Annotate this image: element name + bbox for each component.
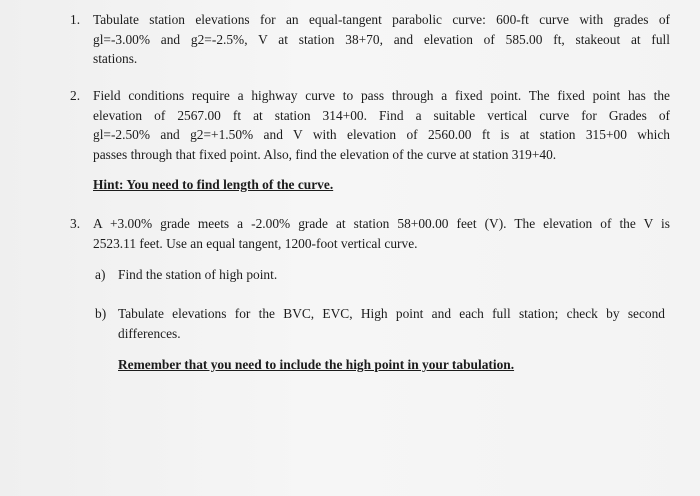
part-b-label: b): [95, 306, 107, 321]
part-b-line-1: Tabulate elevations for the BVC, EVC, High point and each full station; check by second: [118, 306, 665, 321]
problem-3-part-a: [95, 265, 665, 285]
problem-2: [70, 86, 670, 164]
problem-2-line-3: gl=-2.50% and g2=+1.50% and V with elevation of 2560.00 ft is at station 315+00 which: [93, 127, 670, 142]
problem-2-line-4: passes through that fixed point. Also, find the elevation of the curve at station 319+40.: [93, 146, 557, 162]
problem-3-line-1: A +3.00% grade meets a -2.00% grade at station 58+00.00 feet (V). The elevation of the V is: [93, 216, 670, 231]
problem-3-part-b: [95, 304, 665, 343]
problem-2-line-2: elevation of 2567.00 ft at station 314+00. Find a suitable vertical curve for Grades of: [93, 107, 670, 123]
problem-1-line-3: stations.: [93, 51, 138, 66]
problem-3: [70, 214, 670, 253]
problem-1-number: 1.: [70, 12, 81, 27]
problem-1-line-1: Tabulate station elevations for an equal-tangent parabolic curve: 600-ft curve with grades of: [93, 12, 670, 27]
problem-2-number: 2.: [70, 88, 81, 103]
problem-2-hint: Hint: You need to find length of the curve.: [93, 177, 334, 192]
part-a-label: a): [95, 267, 106, 282]
part-a-line-1: Find the station of high point.: [118, 267, 278, 282]
problem-3-reminder: Remember that you need to include the high point in your tabulation.: [118, 357, 515, 372]
problem-1-line-2: gl=-3.00% and g2=-2.5%, V at station 38+70, and elevation of 585.00 ft, stakeout at full: [93, 31, 670, 47]
problem-3-line-2: 2523.11 feet. Use an equal tangent, 1200-foot vertical curve.: [93, 235, 418, 251]
problem-3-number: 3.: [70, 216, 81, 231]
part-b-line-2: differences.: [118, 325, 181, 341]
problem-2-line-1: Field conditions require a highway curve to pass through a fixed point. The fixed point has the: [93, 88, 670, 103]
problem-1: [70, 10, 670, 69]
